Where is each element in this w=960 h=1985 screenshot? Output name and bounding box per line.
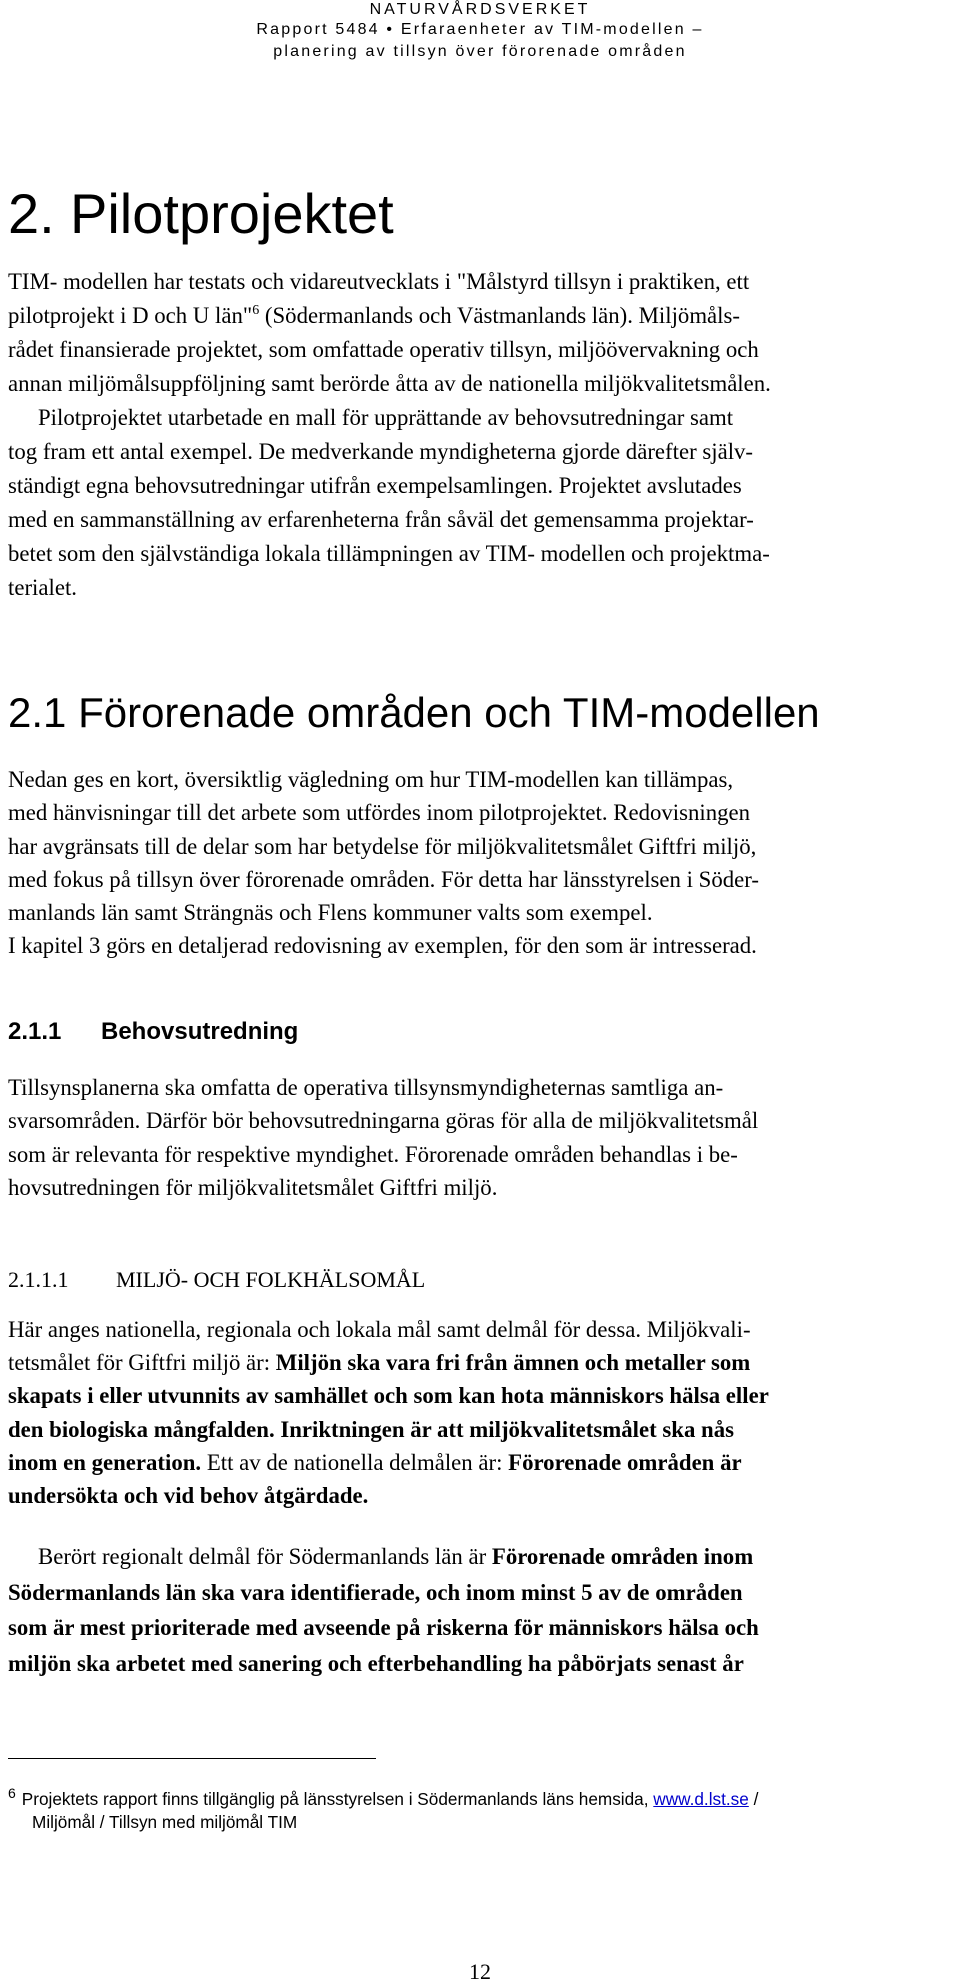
text-line: annan miljömålsuppföljning samt berörde åtta av de nationella miljökvalitetsmålen. <box>8 371 771 396</box>
chapter-title: Pilotprojektet <box>70 182 394 245</box>
footnote-line-2: Miljömål / Tillsyn med miljömål TIM <box>32 1812 298 1832</box>
text-line: TIM- modellen har testats och vidareutvecklats i "Målstyrd tillsyn i praktiken, ett <box>8 269 750 294</box>
section-title: Förorenade områden och TIM-modellen <box>78 689 820 736</box>
footnote-text: / <box>748 1789 759 1809</box>
text-line <box>8 1479 958 1512</box>
section-heading <box>8 688 820 738</box>
regional-goal-paragraph <box>8 1539 958 1682</box>
bold-text: Miljön ska vara fri från ämnen och metaller som <box>275 1350 751 1376</box>
bold-text: inom en generation. <box>8 1449 202 1475</box>
text-line: med hänvisningar till det arbete som utfördes inom pilotprojektet. Redovisningen <box>8 800 751 826</box>
subsection-title: Behovsutredning <box>101 1018 299 1045</box>
section-paragraph <box>8 763 958 963</box>
running-header-report-line-1: Rapport 5484 • Erfaraenheter av TIM-modellen – <box>256 21 704 38</box>
bold-text: som är mest prioriterade med avseende på riskerna för människors hälsa och <box>8 1615 759 1641</box>
text-line: Tillsynsplanerna ska omfatta de operativa tillsynsmyndigheternas samtliga an- <box>8 1075 724 1100</box>
footnote-link[interactable]: www.d.lst.se <box>653 1789 749 1809</box>
text-line <box>8 1413 958 1446</box>
text-line <box>8 1539 958 1575</box>
bold-text: Södermanlands län ska vara identifierade, och inom minst 5 av de områden <box>8 1579 743 1605</box>
text-line: tog fram ett antal exempel. De medverkande myndigheterna gjorde därefter själv- <box>8 439 754 464</box>
text-line <box>8 299 958 333</box>
bold-text: den biologiska mångfalden. Inriktningen är att miljökvalitetsmålet ska nås <box>8 1416 734 1442</box>
text-line: manlands län samt Strängnäs och Flens kommuner valts som exempel. <box>8 900 653 926</box>
text-line: I kapitel 3 görs en detaljerad redovisning av exemplen, för den som är intresserad. <box>8 933 757 959</box>
text-line <box>8 1379 958 1412</box>
text-fragment: Ett av de nationella delmålen är: <box>201 1449 509 1475</box>
chapter-heading <box>8 184 394 244</box>
subsubsection-heading <box>8 1265 425 1295</box>
footnote-reference[interactable]: 6 <box>252 303 260 318</box>
subsection-number: 2.1.1 <box>8 1018 62 1045</box>
text-line: betet som den självständiga lokala tillämpningen av TIM- modellen och projektma- <box>8 541 770 566</box>
text-line <box>8 1346 958 1379</box>
text-line: Pilotprojektet utarbetade en mall för upprättande av behovsutredningar samt <box>38 405 734 430</box>
bold-text: undersökta och vid behov åtgärdade. <box>8 1483 369 1509</box>
chapter-paragraph <box>8 265 958 605</box>
subsection-paragraph <box>8 1071 958 1204</box>
text-fragment: (Södermanlands och Västmanlands län). Miljömåls- <box>259 303 740 328</box>
text-line <box>8 1446 958 1479</box>
text-line: terialet. <box>8 575 77 600</box>
footnote-text: Projektets rapport finns tillgänglig på länsstyrelsen i Södermanlands läns hemsida, <box>21 1789 654 1809</box>
footnote <box>8 1782 958 1810</box>
text-fragment: tetsmålet för Giftfri miljö är: <box>8 1350 276 1376</box>
subsection-heading <box>8 1017 298 1047</box>
subsubsection-number: 2.1.1.1 <box>8 1267 69 1292</box>
text-line <box>8 1646 958 1682</box>
text-line <box>8 1610 958 1646</box>
text-fragment: pilotprojekt i D och U län" <box>8 303 253 328</box>
text-line: Här anges nationella, regionala och lokala mål samt delmål för dessa. Miljökvali- <box>8 1317 751 1342</box>
bold-text: miljön ska arbetet med sanering och efterbehandling ha påbörjats senast år <box>8 1651 744 1677</box>
text-line: rådet finansierade projektet, som omfattade operativ tillsyn, miljöövervakning och <box>8 337 759 362</box>
goals-paragraph <box>8 1313 958 1512</box>
bold-text: Förorenade områden inom <box>491 1544 754 1569</box>
page-number: 12 <box>469 1959 491 1984</box>
running-header-org: NATURVÅRDSVERKET <box>369 1 591 18</box>
section-number: 2.1 <box>8 689 67 736</box>
footnote-separator <box>8 1758 376 1759</box>
text-line: Nedan ges en kort, översiktlig vägledning om hur TIM-modellen kan tillämpas, <box>8 767 734 792</box>
footnote-mark: 6 <box>8 1785 16 1801</box>
text-line: med fokus på tillsyn över förorenade områden. För detta har länsstyrelsen i Söder- <box>8 866 759 892</box>
chapter-number: 2. <box>8 182 55 245</box>
text-line: med en sammanställning av erfarenheterna från såväl det gemensamma projektar- <box>8 507 754 532</box>
text-line <box>8 1575 958 1611</box>
bold-text: Förorenade områden är <box>508 1449 742 1475</box>
running-header-report-line-2: planering av tillsyn över förorenade områden <box>273 43 687 60</box>
bold-text: skapats i eller utvunnits av samhället och som kan hota människors hälsa eller <box>8 1383 769 1409</box>
text-line: som är relevanta för respektive myndighet. Förorenade områden behandlas i be- <box>8 1141 738 1167</box>
subsubsection-title: MILJÖ- OCH FOLKHÄLSOMÅL <box>116 1267 426 1292</box>
text-line: hovsutredningen för miljökvalitetsmålet Giftfri miljö. <box>8 1174 498 1200</box>
text-line: ständigt egna behovsutredningar utifrån exempelsamlingen. Projektet avslutades <box>8 473 742 498</box>
text-line: svarsområden. Därför bör behovsutredningarna göras för alla de miljökvalitetsmål <box>8 1108 759 1134</box>
text-line: har avgränsats till de delar som har betydelse för miljökvalitetsmålet Giftfri miljö, <box>8 833 757 859</box>
text-fragment: Berört regionalt delmål för Södermanlands län är <box>38 1544 492 1569</box>
